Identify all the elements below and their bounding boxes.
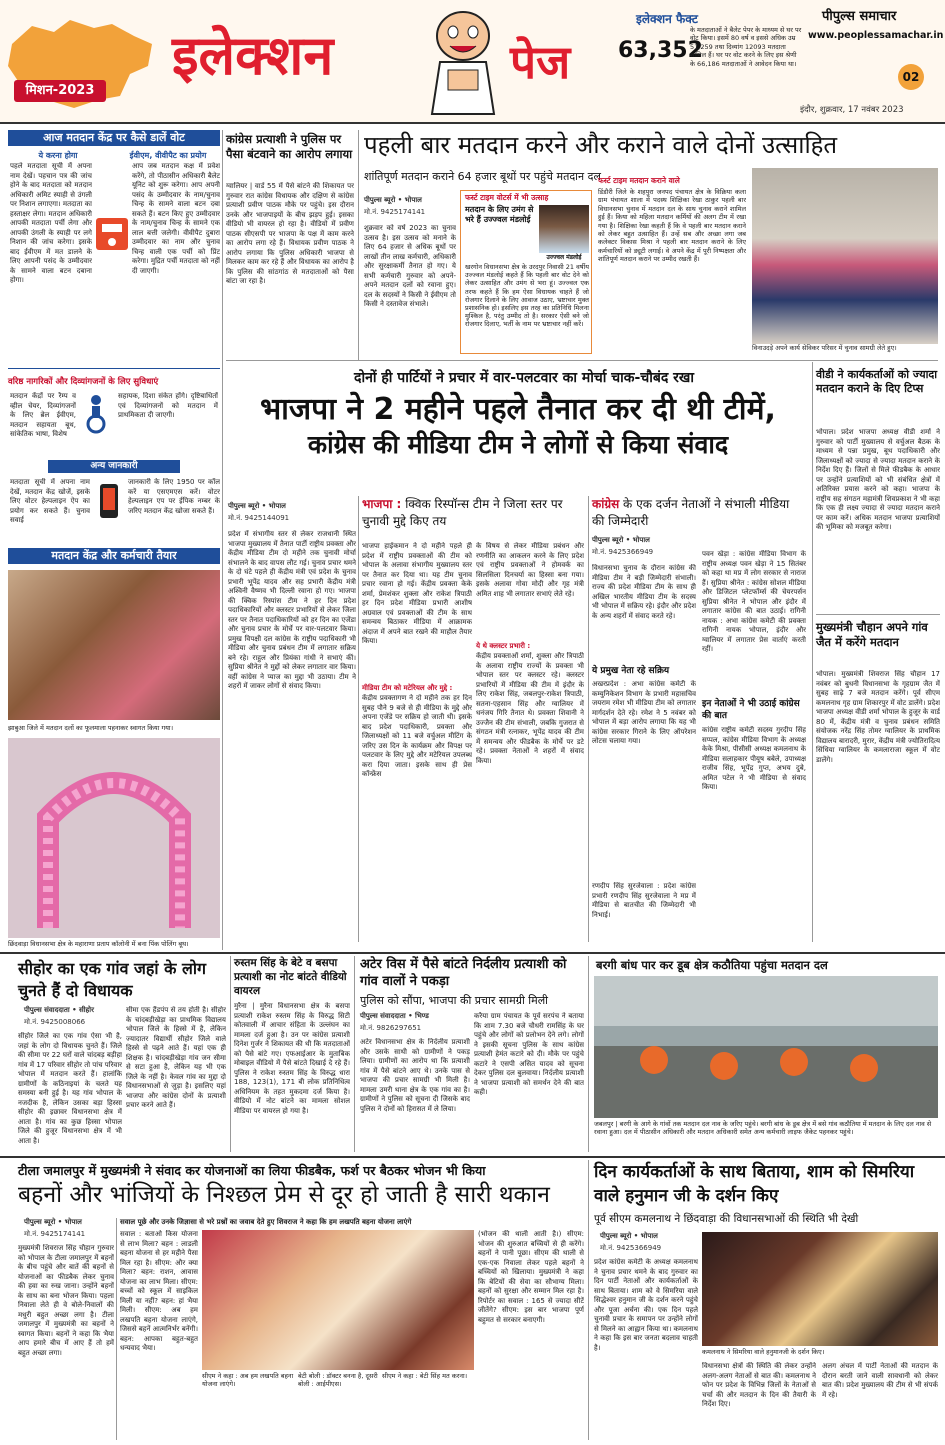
media-byline-2: पीपुल्स ब्यूरो • भोपाल: [592, 536, 650, 544]
photo-rekha-thakur: [752, 168, 938, 344]
first-poll-worker-text: डिंडौरी जिले के शहपुरा जनपद पंचायत क्षेत्र के विक्रिया कला ग्राम पंचायत शाला में पदस्थ शिक्षिका रेखा ठाकुर पहली बार विधानसभा चुनाव में मतदान दल के साथ चुनाव कराने शामिल हुई हैं। किया को महिला मतदान कर्मियों की अलग टीम में रखा गया है। शिक्षिका रेखा कहती हैं कि वे पहली बार मतदान कराने को लेकर बहुत उत्साहित हैं। उन्हें सब और अच्छा लगा जब कलेक्टर विकास मिश्रा ने पहली बार मतदान कराने के लिए कर्मचारियों को ड्यूटी लगाई। वे अपने केंद्र में पूरी निष्पक्षता और शांतिपूर्ण मतदान कराने पर उम्मीद रखती हैं।: [598, 188, 746, 264]
wheelchair-icon: [78, 394, 114, 434]
sehore-text: सीहोर जिले का एक गांव ऐसा भी है, जहां के लोग दो विधायक चुनते हैं। जिले की सीमा पर 22 घरों वाले चांदबड़ बड़ीहा गांव में 17 परिवार सीहोर तो पांच परिवार भोपाल में मतदान करते हैं। हालांकि ग्रामीणों के कठिनाइयां के चलते यह समस्या बनी हुई है। यह गांव भोपाल के नजदीक है, लेकिन उसका बड़ा हिस्सा सीहोर की इछावर विधानसभा क्षेत्र में आता है। गांव का कुछ हिस्सा भोपाल जिले की हुजूर विधानसभा क्षेत्र में भी आता है।: [18, 1032, 122, 1145]
media-col5-text: पवन खेड़ा : कांग्रेस मीडिया विभाग के राष्ट्रीय अध्यक्ष पवन खेड़ा ने 15 सितंबर को कहा था मप्र में लोग सरकार से नाराज हैं। सुप्रिया श्रीनेत : कांग्रेस सोशल मीडिया और डिजिटल प्लेटफॉर्म्स की चेयरपर्सन सुप्रिया श्रीनेत ने भोपाल और इंदौर में लगातार कांग्रेस की बात उठाई। रागिनी नायक : अभा कांग्रेस कमेटी की प्रवक्ता रागिनी नायक भोपाल, इंदौर और ग्वालियर में लगातार प्रेस वार्ताएं करती रहीं।: [702, 550, 806, 653]
ater-byline: पीपुल्स संवाददाता • भिण्ड: [360, 1012, 429, 1020]
vd-tips-headline: वीडी ने कार्यकर्ताओं को ज्यादा मतदान कराने के दिए टिप्स: [816, 368, 938, 395]
ater-mobile: मो.नं. 9826297651: [360, 1024, 422, 1032]
tila-qa-text2: (भोजन की थाली आती है।) सीएम: भोजन की शुरुआत बच्चियों से ही करेंगे। बहनों ने पानी पूछा। सीएम की थाली से एक-एक निवाला लेकर पहले बहनों ने बच्चियों को खिलाया। मुख्यमंत्री ने कहा कि बेटियों की सेवा का सौभाग्य मिला। बहनों को सुरक्षा और सम्मान मिल रहा है। रिपोर्टर का सवाल : 165 से ज्यादा सीटें जीतेंगे? सीएम: इस बार भाजपा पूर्ण बहुमत से सरकार बनाएगी।: [478, 1230, 584, 1324]
masthead-divider: [0, 122, 945, 124]
media-col2-text2: केंद्रीय प्रवक्तागण ने दो महीने तक हर दिन सुबह पौने 9 बजे से ही मीडिया के मुद्दे और अपना एजेंडे पर सक्रिय हो जाती थी। इसके बाद प्रदेश पदाधिकारी, प्रवक्ता और जिलाध्यक्षों को 11 बजे वर्चुअल मीटिंग के जरिए उस दिन के कार्यक्रम और विपक्ष पर पलटवार के लिए मुद्दे और मटेरियल उपलब्ध करा दिया जाता। इसके साथ ही प्रेस कॉन्फ्रेंस: [362, 694, 472, 778]
caption-jhabua: झाबुआ जिले में मतदान दलों का फूलमाला पहनाकर स्वागत किया गया।: [8, 724, 174, 732]
boat-scene-graphic: [594, 976, 938, 1118]
bjp-label: भाजपा :: [362, 497, 402, 511]
photo-pink-booth: [8, 738, 220, 938]
box-other-info-text2: जानकारी के लिए 1950 पर कॉल करें या एसएमएस करें। वोटर हेल्पलाइन एप पर ईपिक नम्बर के जरिए मतदान केंद्र खोजा सकते हैं।: [128, 478, 220, 515]
media-col2-subhead: मीडिया टीम को मटेरियल और मुद्दे :: [362, 684, 453, 692]
photo-rekha-caption: विनाउदड़े अपने कार्य सेविकर परिसर में चुनाव सामग्री लेते हुए।: [752, 344, 897, 352]
cartoon-mascot-icon: [420, 6, 506, 118]
media-mobile-1: मो.नं. 9425144091: [228, 514, 290, 522]
cm-vote-text: भोपाल। मुख्यमंत्री शिवराज सिंह चौहान 17 नवंबर को बुधनी विधानसभा के गृहग्राम जैत में सुबह साढ़े 7 बजे मतदान करेंगे। पूर्व सीएम कमलनाथ गृह ग्राम शिकारपुर में वोट डालेंगे। प्रदेश भाजपा अध्यक्ष वीडी शर्मा भोपाल के हुजूर के वार्ड 80 में, केंद्रीय मंत्री व चुनाव प्रबंधन समिति संयोजक नरेंद्र सिंह तोमर ग्वालियर के प्राथमिक विद्यालय बारादरी, मुरार, केंद्रीय मंत्री ज्योतिरादित्य सिंधिया ग्वालियर के कमलाराजा स्कूल में वोट डालेंगे।: [816, 670, 940, 764]
box-how-to-vote-sub1: ये करना होगा: [38, 151, 78, 160]
first-voter-label: फर्स्ट टाइम वोटर्स में भी उत्साह: [465, 193, 549, 202]
vd-tips-text: भोपाल। प्रदेश भाजपा अध्यक्ष वीडी शर्मा ने गुरुवार को पार्टी मुख्यालय से वर्चुअल बैठक के माध्यम से पन्ना प्रमुख, बूथ पदाधिकारी और जिलाध्यक्षों को ज्यादा से ज्यादा मतदान कराने के निर्देश दिए हैं। जिलों से मिले फीडबैक के आधार पर उन्होंने प्रत्याशियों को भी संबंधित क्षेत्रों में अतिरिक्त प्रयास करने को कहा। भाजपा के राष्ट्रीय सह संगठन महामंत्री शिवप्रकाश ने भी कहा कि एक ही लक्ष्य ज्यादा से ज्यादा मतदान कराने पर काम करें। अधिक मतदान भाजपा प्रत्याशियों की भूमिका को मजबूत करेगा।: [816, 428, 940, 531]
pink-balloon-arch-graphic: [8, 738, 220, 938]
media-col3-text2: केंद्रीय प्रवक्ताओं शर्मा, शुक्ला और त्रिपाठी के अलावा राष्ट्रीय राज्यों के प्रवक्ता भी भोपाल स्तर पर क्लस्टर रहे। क्लस्टर प्रभारियों में मीडिया की टीम में इंदौर के लिए राकेश सिंह, जबलपुर-राकेश त्रिपाठी, सतना-एहसान सिंह और ग्वालियर में धनंजय गिरि तैनात थे। प्रवक्ता शिवानी ने उज्जैन की टीम संभाली, जबकि गुजरात से संगठन मंत्री रत्नाकर, भूपेंद्र यादव की टीम में समन्वय और फीडबैक के मोर्चे पर डटे रहे। प्रवक्ता नेताओं ने शहरों में संवाद किया।: [476, 652, 584, 765]
tila-photo-caption3: सीएम ने कहा : बेटी सिंह मत करना।: [382, 1372, 468, 1380]
election-fact-label: इलेक्शन फैक्ट: [636, 12, 698, 26]
kamalnath-photo-caption: कमलनाथ ने सिमरिया वाले हनुमानजी के दर्शन किए।: [702, 1348, 825, 1356]
left-column: [8, 130, 220, 950]
masthead: [0, 0, 945, 122]
box-polling-ready-title: मतदान केंद्र और कर्मचारी तैयार: [8, 548, 220, 564]
media-col4-text2: अखरप्रदेश : अभा कांग्रेस कमेटी के कम्युनिकेशन विभाग के प्रभारी महासचिव जयराम रमेश भी मीडिया टीम को लगातार मार्गदर्शन देते रहे। रमेश ने 5 नवंबर को भोपाल में बड़ा आरोप लगाया कि यह भी कांग्रेस सरकार गिराने के लिए ऑपरेशन लोटस चलाया गया।: [592, 680, 696, 745]
kamalnath-text2: विधानसभा क्षेत्रों की स्थिति की लेकर उन्होंने अलग-अलग नेताओं से बात की। कमलनाथ ने फोन पर प्रदेश के विभिन्न जिलों के नेताओं से चर्चा की और मतदान के दिन की तैयारी के निर्देश दिए।: [702, 1362, 816, 1408]
box-how-to-vote-title: आज मतदान केंद्र पर कैसे डालें वोट: [8, 130, 220, 146]
media-col3-text: के विषय से लेकर मीडिया प्रबंधन और रणनीति का आकलन करने के लिए प्रदेश एवं राष्ट्रीय प्रवक्ताओं ने होमवर्क का सिलसिला दिनचर्या का हिस्सा बना गया। इसके अलावा गोवा मोदी और गृह मंत्री अमित शाह भी लगातार सभाएं लेते रहे।: [476, 542, 584, 598]
media-kicker: दोनों ही पार्टियों ने प्रचार में वार-पलटवार का मोर्चा चाक-चौबंद रखा: [354, 370, 694, 386]
box-facilities-text2: सहायक, दिशा संकेत होंगे। दृष्टिबाधितों एवं दिव्यांगजनों को मतदान में प्राथमिकता दी जाएगी।: [118, 392, 218, 419]
media-bjp-subhead: [362, 496, 584, 530]
photo-ujjwal: [539, 205, 589, 253]
photo-jhabua-welcome: [8, 570, 220, 720]
ater-text: अटेर विधानसभा क्षेत्र के निर्दलीय प्रत्याशी और उसके साथी को ग्रामीणों ने पकड़ लिया। ग्रामीणों का आरोप था कि प्रत्याशी गांव में पैसे बांटने आए थे। उनके पास से भाजपा की प्रचार सामग्री भी मिली है। मामला उमरी थाना क्षेत्र के एक गांव का है। ग्रामीणों ने पुलिस को सूचना दी जिसके बाद पुलिस ने दोनों को हिरासत में ले लिया।: [360, 1038, 470, 1113]
evm-machine-icon: [92, 210, 132, 254]
kamalnath-text: प्रदेश कांग्रेस कमेटी के अध्यक्ष कमलनाथ ने चुनाव प्रचार थमने के बाद गुरुवार का दिन पार्टी नेताओं और कार्यकर्ताओं के साथ बिताया। शाम को वे सिमरिया वाले सिद्धेश्वर हनुमान जी के दर्शन करने पहुंचे और पूजा अर्चना की। एक दिन पहले चुनावी प्रचार के समापन पर उन्होंने लोगों से मिलने का आह्वान किया था। कमलनाथ ने कहा कि इस बार जनता बदलाव चाहती है।: [594, 1258, 698, 1352]
tila-photo-caption2: बेटी बोली : डॉक्टर बनना है, दूसरी बोली : आईपीएस।: [298, 1372, 378, 1388]
sehore-text2: सीमा एक हैंडपंप से तय होती है। सीहोर के चांदबड़ीखेड़ा का प्राथमिक विद्यालय भोपाल जिले के हिस्से में है, लेकिन ज्यादातर विद्यार्थी सीहोर जिले वाले हिस्से से पढ़ने आते हैं। यहां एक ही शिक्षक है। चांदबड़ीखेड़ा गांव जन सीमा से सटा हुआ है, लेकिन यह भी एक जिले के नहीं है। केवल गांव का मुद्दा दो विधानसभाओं से जुड़ा है। इसलिए यहां भाजपा और कांग्रेस दोनों के प्रत्याशी प्रचार करने आते हैं।: [126, 1006, 226, 1109]
photo-kamalnath-temple: [702, 1232, 938, 1346]
media-col4-text3: रणदीप सिंह सुरजेवाला : प्रदेश कांग्रेस प्रभारी रणदीप सिंह सुरजेवाला ने मप्र में मीडिया से बातचीत की जिम्मेदारी भी निभाई।: [592, 882, 696, 919]
first-time-headline: पहली बार मतदान करने और कराने वाले दोनों उत्साहित: [364, 131, 838, 159]
kamalnath-text3: अलग अंचल में पार्टी नेताओं की मतदान के दौरान बरती जाने वाली सावधानी को लेकर बात की। प्रदेश मुख्यालय की टीम से भी संपर्क में रहे।: [822, 1362, 938, 1399]
media-col3-subhead: ये थे क्लस्टर प्रभारी :: [476, 642, 531, 650]
photo-ujjwal-caption: उज्ज्वल मंडलोई: [546, 254, 582, 261]
box-facilities-text1: मतदान केंद्रों पर रैम्प व व्हील चेयर, दिव्यांगजनों के लिए ब्रेल ईवीएम, मतदान सहायता बूथ, सांकेतिक भाषा, विशेष: [10, 392, 76, 438]
tila-mobile: मो.नं. 9425174141: [24, 1230, 86, 1238]
congress-subhead-text: के एक दर्जन नेताओं ने संभाली मीडिया की जिम्मेदारी: [592, 497, 790, 528]
election-fact-text: के मतदाताओं ने बैलेट पेपर के माध्यम से घर पर वोट किया। इसमें 80 वर्ष व इससे अधिक उम्र 51,259 तथा दिव्यांग 12093 मतदाता शामिल हैं। घर पर वोट करने के लिए इस श्रेणी के 66,186 मतदाताओं ने आवेदन किया था।: [690, 26, 802, 68]
media-byline-1: पीपुल्स ब्यूरो • भोपाल: [228, 502, 286, 510]
bjp-subhead-text: क्विक रिस्पॉन्स टीम ने जिला स्तर पर चुनावी मुद्दे किए तय: [362, 497, 563, 528]
rustam-headline: रुस्तम सिंह के बेटे व बसपा प्रत्याशी का नोट बांटते वीडियो वायरल: [234, 957, 347, 997]
box-how-to-vote-text2: आप जब मतदान कक्ष में प्रवेश करेंगे, तो पीठासीन अधिकारी बैलेट यूनिट को शुरू करेगा। आप अपनी पसंद के उम्मीदवार के नाम/चुनाव चिन्ह के सामने वाला बटन दबा सकते हैं। बटन किए हुए उम्मीदवार के नाम/चुनाव चिन्ह के सामने एक लाल बत्ती जलेगी। वीवीपैट दुबारा उम्मीदवार का नाम और चुनाव चिन्ह वाली एक पर्ची को प्रिंट करेगा। मुद्रित पर्ची मतदाता को नहीं दी जाएगी।: [132, 162, 220, 275]
congress-label: कांग्रेस: [592, 497, 620, 511]
first-poll-worker-label: फर्स्ट टाइम मतदान कराने वाले: [598, 176, 680, 185]
media-col4-subhead: ये प्रमुख नेता रहे सक्रिय: [592, 666, 670, 676]
cash-allegation-text: ग्वालियर | वार्ड 55 में पैसे बांटने की शिकायत पर गुरुवार रात कांग्रेस विधायक और दक्षिण से कांग्रेस प्रत्याशी प्रवीण पाठक मौके पर पहुंचे। इस दौरान उनके और भाजपाइयों के बीच झड़प हुई। इसका वीडियो भी वायरल हो रहा है। वीडियो में प्रवीण पाठक सीएसपी पर भाजपा के पक्ष में काम करने का आरोप लगा रहे हैं। विधायक प्रवीण पाठक ने आरोप लगाया कि पुलिस अधिकारी भाजपा से मिलकर काम कर रहे हैं और विधायक का आरोप है कि पुलिस की सांठगांठ से मतदाताओं को पैसा बांटा जा रहा है।: [226, 182, 354, 285]
media-congress-subhead: [592, 496, 804, 530]
media-col5-text2: कांग्रेस राष्ट्रीय कमेटी सदस्य गुरदीप सिंह सप्पल, कांग्रेस मीडिया विभाग के अध्यक्ष केके मिश्रा, पीसीसी अध्यक्ष कमलनाथ के मीडिया सलाहकार पीयूष बबेले, उपाध्यक्ष राजीव सिंह, भूपेंद्र गुप्त, अभय दुबे, अमित पटेल ने भी मीडिया से संवाद किया।: [702, 726, 806, 791]
photo-bargi-boat: [594, 976, 938, 1118]
tila-headline: बहनों और भांजियों के निश्छल प्रेम से दूर हो जाती है सारी थकान: [18, 1182, 550, 1208]
media-col5-subhead: इन नेताओं ने भी उठाई कांग्रेस की बात: [702, 699, 800, 721]
box-other-info-text1: मतदाता सूची में अपना नाम देखें, मतदान केंद्र खोजें, इसके लिए वोटर हेल्पलाइन ऐप का प्रयोग कर सकते हैं। चुनाव सवाई: [10, 478, 90, 524]
tila-photo-caption1: सीएम ने कहा : अब हम लखपति बहना योजना लाएंगे।: [202, 1372, 294, 1388]
first-poll-worker-box: [596, 174, 748, 354]
first-voter-text: खरगोन विधानसभा क्षेत्र के उरदपुर निवासी 21 वर्षीय उज्ज्वल मंडलोई कहते हैं कि पहली बार वोट देने को लेकर उत्साहित और उमंग से भरा हूं। उज्ज्वल एक तरफ कहते हैं कि हम ऐसा विधायक चाहते हैं जो रोजगार दिलाने के लिए आवाज उठाए, भ्रष्टाचार मुक्त प्रशासनिक हो। इसलिए इस तरह का प्रतिनिधि मिलना मुश्किल है, परंतु उम्मीद तो है। सरकार ऐसी बने जो रोजगार दिलाए, भर्ती के नाम पर भ्रष्टाचार नहीं करें।: [465, 263, 589, 329]
rustam-text: मुरैना | मुरैना विधानसभा क्षेत्र के बसपा प्रत्याशी राकेश रुस्तम सिंह के विरुद्ध सिटी कोतवाली में आचार संहिता के उल्लंघन का मामला दर्ज हुआ है। उन पर कांग्रेस प्रत्याशी दिनेश गुर्जर ने शिकायत की थी कि मतदाताओं को पैसे बांटे गए। एफआईआर के मुताबिक मोबाइल वीडियो में पैसे बांटते दिखाई दे रहे हैं। पुलिस ने राकेश रुस्तम सिंह के विरुद्ध धारा 188, 123(1), 171 बी लोक प्रतिनिधित्व अधिनियम के तहत मुकदमा दर्ज किया है। वीडियो में नोट बांटने का मामला सोशल मीडिया पर वायरल हो गया है।: [234, 1002, 350, 1115]
media-col4-text: विधानसभा चुनाव के दौरान कांग्रेस की मीडिया टीम ने बड़ी जिम्मेदारी संभाली। राज्य की प्रदेश मीडिया टीम के साथ ही अखिल भारतीय मीडिया टीम के सदस्य भी भोपाल में सक्रिय रहे। इंदौर और प्रदेश के अन्य शहरों में संवाद करते रहे।: [592, 564, 696, 620]
kamalnath-mobile: मो.नं. 9425366949: [600, 1244, 662, 1252]
media-col2-text: भाजपा हाईकमान ने दो महीने पहले ही प्रदेश में राष्ट्रीय प्रवक्ताओं की टीम को भोपाल के अलावा संभागीय मुख्यालय स्तर पर तैनात कर दिया था। यह टीम चुनाव प्रचार रवाना हो गई। केंद्रीय प्रवक्ता केके शर्मा, प्रेमशंकर शुक्ला और राकेश त्रिपाठी हर दिन प्रदेश मीडिया प्रभारी आशीष अग्रवाल एवं प्रवक्ताओं की टीम के साथ समन्वय बिठाकर मीडिया में आक्रामक अंदाज में अपने बात रखने की माहौल तैयार किया।: [362, 542, 472, 645]
media-headline-2: कांग्रेस की मीडिया टीम ने लोगों से किया संवाद: [307, 430, 729, 459]
first-time-subhead: शांतिपूर्ण मतदान कराने 64 हजार बूथों पर पहुंचे मतदान दल: [364, 170, 601, 183]
media-headline-1: भाजपा ने 2 महीने पहले तैनात कर दी थी टीमें,: [260, 392, 776, 427]
box-other-info-title: अन्य जानकारी: [48, 460, 180, 473]
tila-qa-text: सवाल : बताओ किस योजना से लाभ मिला? बहन : लाडली बहना योजना से हर महीने पैसा मिल रहा है। सीएम: और क्या मिला? बहन: राशन, आवास योजना का लाभ मिला। सीएम: बच्चों को स्कूल में साइकिल मिली या नहीं? बहन: हां भैया मिली। सीएम: अब हम लखपति बहना योजना लाएंगे, जिससे बहनें आत्मनिर्भर बनेंगी। बहन: आपका बहुत-बहुत धन्यवाद भैया।: [120, 1230, 198, 1352]
election-fact-number: 63,352: [618, 38, 703, 63]
bargi-headline: बरगी बांध पार कर डूब क्षेत्र कठौतिया पहुंचा मतदान दल: [596, 958, 828, 972]
sehore-byline: पीपुल्स संवाददाता • सीहोर: [24, 1006, 94, 1014]
first-voter-title: मतदान के लिए उमंग से भरे हैं उज्ज्वल मंडलोई: [465, 205, 534, 224]
ater-headline: अटेर विस में पैसे बांटते निर्दलीय प्रत्याशी को गांव वालों ने पकड़ा: [360, 957, 567, 989]
ater-subhead: पुलिस को सौंपा, भाजपा की प्रचार सामग्री मिली: [360, 994, 549, 1007]
dateline: इंदौर, शुक्रवार, 17 नवंबर 2023: [800, 105, 904, 115]
tila-qa-title: सवाल पूछे और उनके जिज्ञासा से भरे प्रश्नों का जवाब देते हुए शिवराज ने कहा कि हम लखपति बहना योजना लाएंगे: [120, 1218, 412, 1226]
first-voter-box: [460, 190, 592, 354]
cash-allegation-headline: कांग्रेस प्रत्याशी ने पुलिस पर पैसा बंटवाने का आरोप लगाया: [226, 132, 353, 161]
masthead-title-part1: इलेक्शन: [172, 24, 334, 87]
tila-kicker: टीला जमालपुर में मुख्यमंत्री ने संवाद कर योजनाओं का लिया फीडबैक, फर्श पर बैठकर भोजन भी किया: [18, 1163, 486, 1178]
media-col1-text: प्रदेश में संभागीय स्तर से लेकर राजधानी स्थित भाजपा मुख्यालय में तैनात पार्टी राष्ट्रीय प्रवक्ता और केंद्रीय मीडिया टीम दो महीने तक चुनावी मोर्चा संभालने के बाद वापस लौट गई। चुनाव प्रचार थमने के दो घंटे पहले ही केंद्रीय मंत्री एवं प्रदेश के चुनाव प्रभारी भूपेंद्र यादव और सह प्रभारी केंद्रीय मंत्री अश्विनी वैष्णव भी दिल्ली रवाना हो गए। भाजपा की क्विक रिस्पांस टीम ने हर दिन प्रदेश पदाधिकारियों और क्लस्टर प्रभारियों से लेकर जिला स्तर पर तैनात पदाधिकारियों को हर दिन का एजेंडा और चुनाव प्रचार के मोर्चे पर वार-पलटवार किया। प्रमुख विपक्षी दल कांग्रेस के राष्ट्रीय पदाधिकारी भी मीडिया और चुनाव प्रबंधन टीम में लगातार सक्रिय बने रहे। राहुल और प्रियंका गांधी ने सभाएं कीं। सुप्रिया श्रीनेत ने मुद्दों को लेकर लगातार वार किया। वहीं कांग्रेस ने प्याज का मुद्दा भी उठाया। टीम ने शहरों में जाकर लोगों से संवाद किया।: [228, 530, 356, 690]
cm-vote-headline: मुख्यमंत्री चौहान अपने गांव जैत में करेंगे मतदान: [816, 620, 928, 649]
sehore-mobile: मो.नं. 9425008066: [24, 1018, 86, 1026]
box-how-to-vote-text1: पहले मतदाता सूची में अपना नाम देखें। पहचान पत्र की जांच होने के बाद मतदाता को मतदान अधिकारी अमिट स्याही से उंगली पर निशान लगाएगा। मतदाता का हस्ताक्षर लेगा। मतदान अधिकारी आपकी मतदाता पर्ची लेगा और आपकी उंगली के स्याही पर लगे निशान की जांच करेगा। इसके बाद ईवीएम में मत डालने के लिए आपनी पसंद के उम्मीदवार के सामने वाला बटन दबाना होगा।: [10, 162, 92, 284]
box-how-to-vote-sub2: ईवीएम, वीवीपैट का प्रयोग: [129, 151, 207, 160]
ater-text2: करैया ग्राम पंचायत के पूर्व सरपंच ने बताया कि शाम 7.30 बजे चौधरी रामसिंह के घर पहुंचे और लोगों को प्रलोभन देने लगे। लोगों ने इसकी सूचना पुलिस के साथ कांग्रेस प्रत्याशी हेमंत कटारे को दी। मौके पर पहुंचे कटारे ने एसपी असित यादव को सूचना देकर पुलिस दल बुलवाया। निर्दलीय प्रत्याशी ने भाजपा प्रत्याशी को समर्थन देने की बात कही।: [474, 1012, 584, 1096]
first-time-text: शुक्रवार को वर्ष 2023 का चुनाव उत्सव है। इस उत्सव को मनाने के लिए 64 हजार से अधिक बूथों पर लाखों तीन लाख कर्मचारी, अधिकारी और सुरक्षाकर्मी तैनात हो गए। ये सभी कर्मचारी गुरुवार को अपने-अपने मतदान दलों को रवाना हुए। दल के सदस्यों ने किसी ने ईवीएम तो किसी ने दस्तावेज संभाले।: [364, 224, 456, 308]
mission-badge: मिशन-2023: [14, 80, 106, 102]
phone-icon: [94, 482, 124, 522]
paper-name: पीपुल्स समाचार: [822, 9, 897, 24]
kamalnath-headline: दिन कार्यकर्ताओं के साथ बिताया, शाम को सिमरिया वाले हनुमान जी के दर्शन किए: [594, 1162, 915, 1206]
photo-cm-with-sisters: [202, 1230, 474, 1370]
tila-byline: पीपुल्स ब्यूरो • भोपाल: [24, 1218, 82, 1226]
box-facilities-title: वरिष्ठ नागरिकों और दिव्यांगजनों के लिए सुविधाएं: [8, 377, 159, 387]
kamalnath-byline: पीपुल्स ब्यूरो • भोपाल: [600, 1232, 658, 1240]
tila-text: मुख्यमंत्री शिवराज सिंह चौहान गुरुवार को भोपाल के टीला जमालपुर में बहनों के बीच पहुंचे और बातें कीं बहनों से योजनाओं का फीडबैक लेकर चुनाव की हवा का रुख जाना। उन्होंने बहनों के साथ का बना भोजन किया। पहला निवाला लेते ही वे बोले-निवालों की मधुरी बहुत अच्छा लगा है। टीला जमालपुर में मुख्यमंत्री का बहनों ने स्वागत किया। बहनों ने कहा कि भैया आप हमारे बीच में आए हैं तो हमें बहुत अच्छा लगा।: [18, 1244, 114, 1357]
kamalnath-subhead: पूर्व सीएम कमलनाथ ने छिंदवाड़ा की विधानसभाओं की स्थिति भी देखी: [594, 1213, 859, 1225]
caption-pink-booth: छिंदवाड़ा विधानसभा क्षेत्र के महाराणा प्रताप कॉलोनी में बना पिंक पोलिंग बूथ।: [8, 940, 189, 948]
masthead-title-part2: पेज: [510, 35, 571, 89]
page-number: 02: [898, 64, 924, 90]
sehore-headline: सीहोर का एक गांव जहां के लोग चुनते हैं दो विधायक: [18, 959, 206, 1000]
first-time-byline: पीपुल्स ब्यूरो • भोपाल: [364, 196, 422, 204]
media-mobile-2: मो.नं. 9425366949: [592, 548, 654, 556]
first-time-mobile: मो.नं. 9425174141: [364, 208, 426, 216]
bargi-caption: जबलपुर | बरगी के आगे के गांवों तक मतदान दल नाव के जरिए पहुंचे। बरगी बांध के डूब क्षेत्र में बसे गांव कठौतिया में मतदान के लिए दल नाव से रवाना हुआ। दल में पीठासीन अधिकारी और मतदान अधिकारी समेत अन्य कर्मचारी लाइफ जैकेट पहनकर पहुंचे।: [594, 1120, 932, 1136]
website-link[interactable]: www.peoplessamachar.in: [808, 30, 944, 41]
